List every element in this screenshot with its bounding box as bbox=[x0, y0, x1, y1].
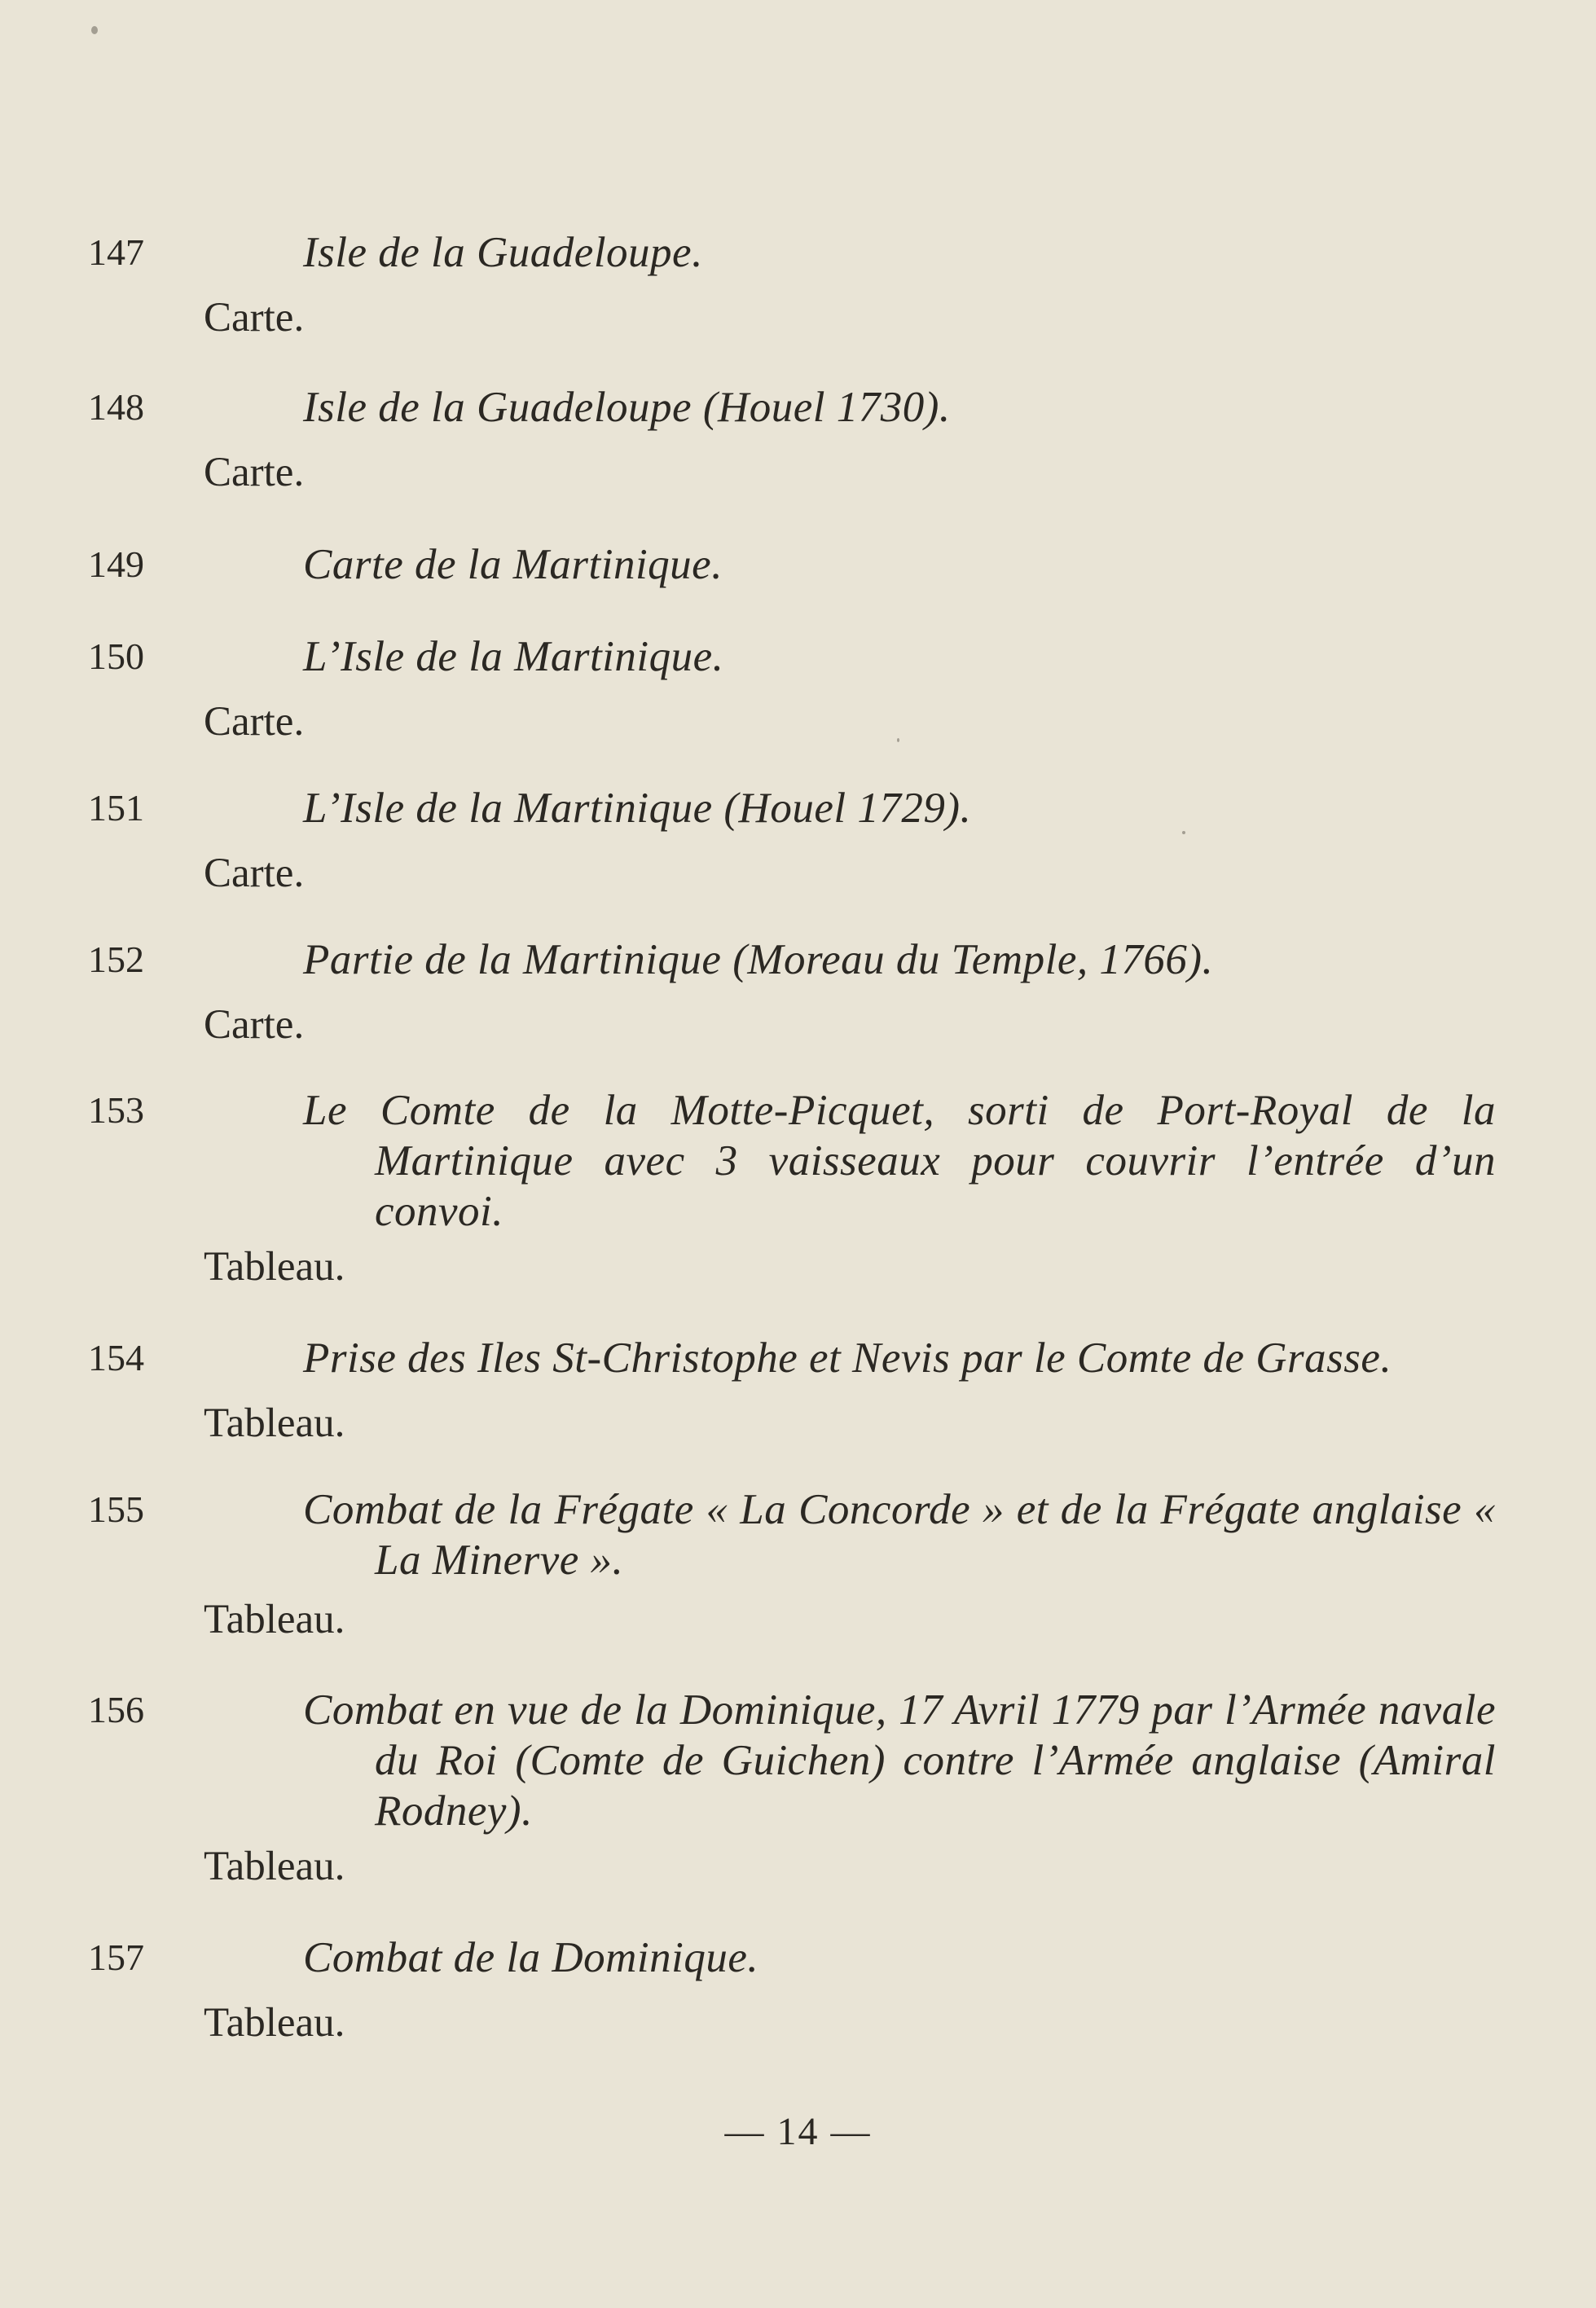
entry-number: 157 bbox=[88, 1937, 144, 1978]
entry-title: Le Comte de la Motte-Picquet, sorti de Port-Royal de la Martinique avec 3 vaisseaux pour couvrir l’entrée d’un convoi. bbox=[303, 1087, 1496, 1235]
entry-title: Isle de la Guadeloupe (Houel 1730). bbox=[303, 384, 951, 431]
entry-number: 155 bbox=[88, 1488, 144, 1530]
entry-kind: Tableau. bbox=[204, 1844, 345, 1889]
entry-number: 147 bbox=[88, 231, 144, 273]
entry-kind: Carte. bbox=[204, 450, 305, 495]
entry-title: Combat de la Frégate « La Concorde » et de la Frégate anglaise « La Minerve ». bbox=[303, 1486, 1496, 1584]
entry-number: 148 bbox=[88, 386, 144, 428]
entry-kind: Tableau. bbox=[204, 1400, 345, 1446]
entry-number: 149 bbox=[88, 543, 144, 585]
entry-title: Combat en vue de la Dominique, 17 Avril 1779 par l’Armée navale du Roi (Comte de Guichen) contre l’Armée anglaise (Amiral Rodney). bbox=[303, 1686, 1496, 1835]
entry-title: L’Isle de la Martinique. bbox=[303, 633, 724, 680]
entry-title: Partie de la Martinique (Moreau du Temple, 1766). bbox=[303, 936, 1214, 983]
entry-number: 151 bbox=[88, 787, 144, 829]
entry-number: 152 bbox=[88, 939, 144, 980]
entry-title: Prise des Iles St-Christophe et Nevis par le Comte de Grasse. bbox=[303, 1334, 1392, 1382]
entry-number: 156 bbox=[88, 1689, 144, 1730]
ink-speck bbox=[91, 26, 98, 34]
entry-number: 154 bbox=[88, 1337, 144, 1378]
entry-title: L’Isle de la Martinique (Houel 1729). bbox=[303, 785, 972, 832]
entry-kind: Carte. bbox=[204, 851, 305, 896]
page-number: — 14 — bbox=[724, 2110, 872, 2153]
entry-kind: Carte. bbox=[204, 295, 305, 341]
entry-number: 153 bbox=[88, 1089, 144, 1131]
entry-title: Carte de la Martinique. bbox=[303, 541, 723, 588]
entry-kind: Tableau. bbox=[204, 1244, 345, 1290]
entry-kind: Tableau. bbox=[204, 1597, 345, 1642]
entry-title: Isle de la Guadeloupe. bbox=[303, 229, 703, 276]
entry-number: 150 bbox=[88, 635, 144, 677]
entry-kind: Tableau. bbox=[204, 2000, 345, 2046]
entry-title: Combat de la Dominique. bbox=[303, 1934, 759, 1981]
entry-kind: Carte. bbox=[204, 1002, 305, 1048]
ink-speck bbox=[897, 738, 899, 742]
entry-kind: Carte. bbox=[204, 699, 305, 745]
